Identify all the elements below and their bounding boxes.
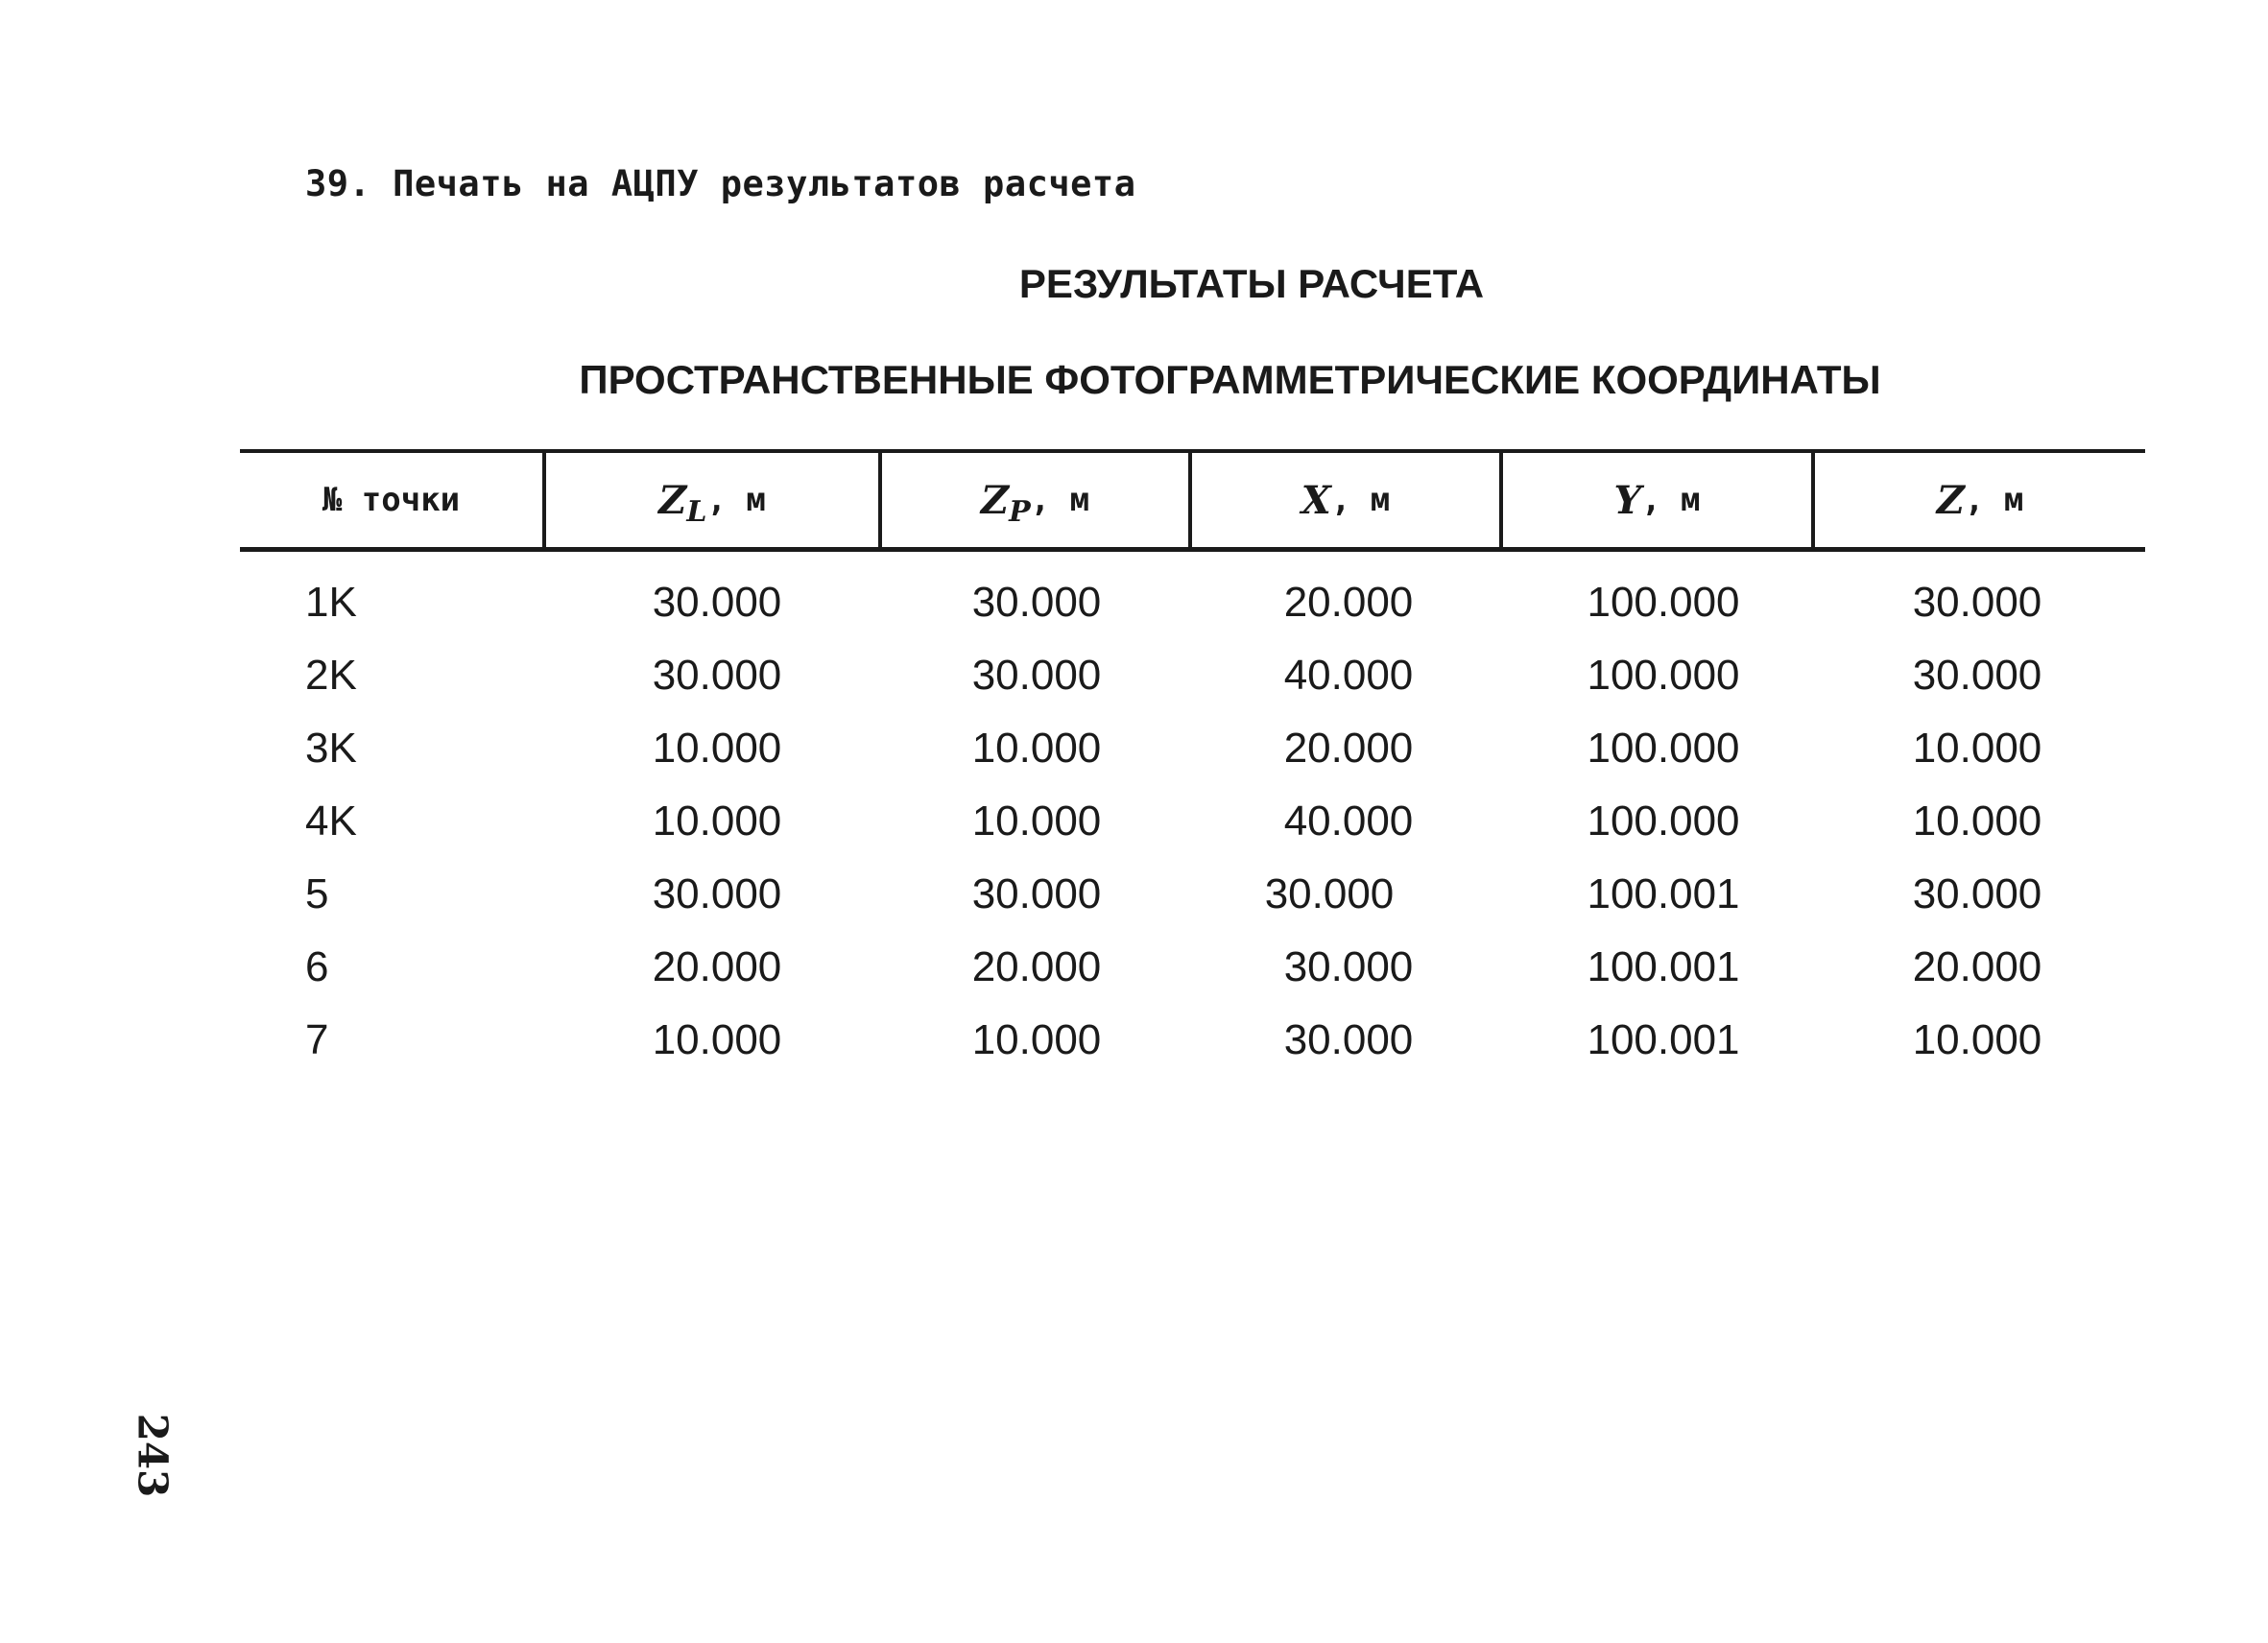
x-value: 20.000 (1283, 725, 1414, 772)
y-value: 100.000 (1587, 798, 1740, 845)
y-value: 100.001 (1587, 870, 1740, 917)
header-x (1192, 449, 1499, 551)
zl-value: 10.000 (652, 725, 782, 772)
header-unit: , м (1641, 481, 1701, 519)
coordinates-subtitle: ПРОСТРАНСТВЕННЫЕ ФОТОГРАММЕТРИЧЕСКИЕ КООРДИНАТЫ (579, 357, 1881, 402)
z-value: 10.000 (1912, 1016, 2042, 1063)
zl-value: 10.000 (652, 798, 782, 845)
z-value: 30.000 (1912, 579, 2042, 626)
header-y (1503, 449, 1811, 551)
z-value: 10.000 (1912, 725, 2042, 772)
zp-value: 30.000 (971, 652, 1102, 699)
y-value: 100.000 (1587, 725, 1740, 772)
y-value: 100.000 (1587, 579, 1740, 626)
section-heading: 39. Печать на АЦПУ результатов расчета (305, 163, 1136, 204)
point-number: 3K (305, 725, 357, 772)
point-number: 4K (305, 798, 357, 845)
table-row (0, 931, 2268, 1004)
y-value: 100.001 (1587, 1016, 1740, 1063)
zp-value: 10.000 (971, 1016, 1102, 1063)
header-unit: , м (1030, 481, 1090, 519)
table-row (0, 712, 2268, 785)
y-value: 100.001 (1587, 943, 1740, 990)
z-value: 20.000 (1912, 943, 2042, 990)
header-variable: Z (658, 477, 687, 523)
table-row (0, 1004, 2268, 1077)
header-point-number (240, 449, 542, 551)
header-unit: , м (706, 481, 766, 519)
header-variable: Z (980, 477, 1010, 523)
header-subscript: P (1009, 494, 1031, 529)
x-value: 30.000 (1283, 1016, 1414, 1063)
y-value: 100.000 (1587, 652, 1740, 699)
zp-value: 30.000 (971, 870, 1102, 917)
zl-value: 30.000 (652, 579, 782, 626)
header-zl (546, 449, 878, 551)
table-row (0, 858, 2268, 931)
zp-value: 30.000 (971, 579, 1102, 626)
header-zp (882, 449, 1188, 551)
header-subscript: L (686, 494, 707, 529)
header-unit: № точки (322, 481, 461, 519)
table-row (0, 639, 2268, 712)
point-number: 7 (305, 1016, 329, 1063)
zl-value: 10.000 (652, 1016, 782, 1063)
point-number: 6 (305, 943, 329, 990)
zp-value: 20.000 (971, 943, 1102, 990)
x-value: 20.000 (1283, 579, 1414, 626)
header-z (1815, 449, 2145, 551)
table-row (0, 785, 2268, 858)
table-row (0, 566, 2268, 639)
zl-value: 20.000 (652, 943, 782, 990)
point-number: 5 (305, 870, 329, 917)
zp-value: 10.000 (971, 798, 1102, 845)
zl-value: 30.000 (652, 652, 782, 699)
results-title: РЕЗУЛЬТАТЫ РАСЧЕТА (1018, 261, 1485, 306)
point-number: 2K (305, 652, 357, 699)
z-value: 10.000 (1912, 798, 2042, 845)
zl-value: 30.000 (652, 870, 782, 917)
z-value: 30.000 (1912, 652, 2042, 699)
x-value: 40.000 (1283, 652, 1414, 699)
point-number: 1K (305, 579, 357, 626)
zp-value: 10.000 (971, 725, 1102, 772)
z-value: 30.000 (1912, 870, 2042, 917)
header-variable: Z (1936, 477, 1965, 523)
header-variable: Y (1613, 477, 1642, 523)
x-value: 40.000 (1283, 798, 1414, 845)
header-unit: , м (1330, 481, 1391, 519)
header-unit: , м (1964, 481, 2024, 519)
x-value: 30.000 (1264, 870, 1395, 917)
page-number: 243 (129, 1413, 177, 1498)
x-value: 30.000 (1283, 943, 1414, 990)
header-variable: X (1301, 477, 1331, 523)
